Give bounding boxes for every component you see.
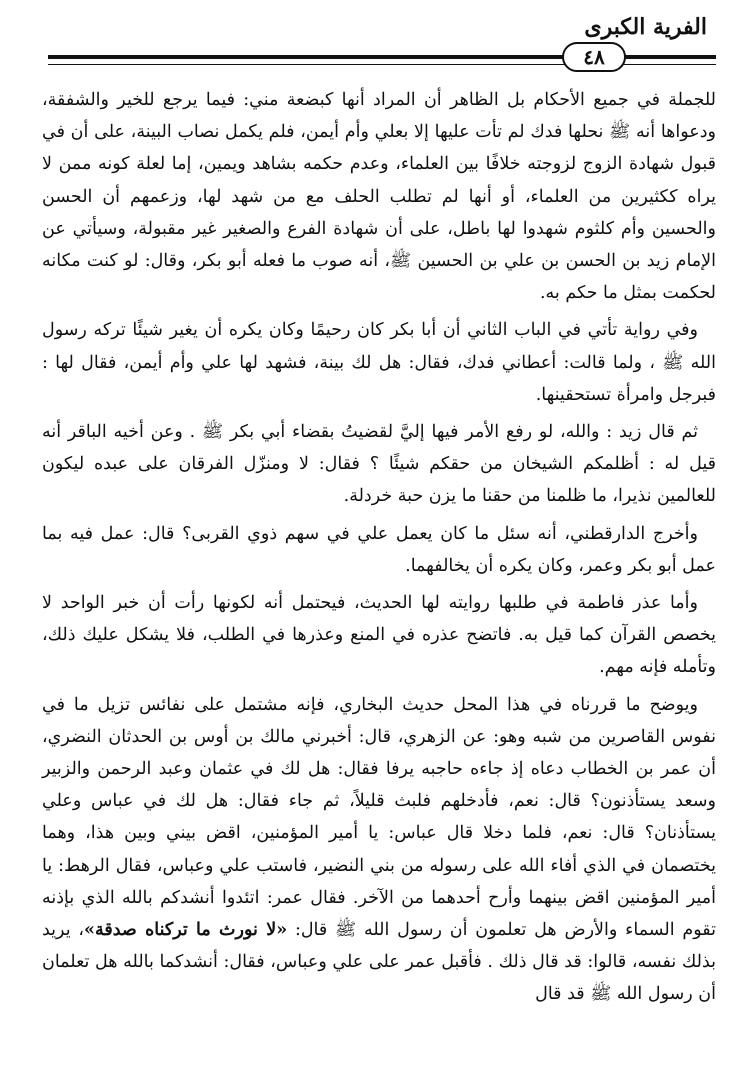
paragraph: ثم قال زيد : والله، لو رفع الأمر فيها إليَّ لقضيتُ بقضاء أبي بكر ﷺ . وعن أخيه الباقر أنه قيل له : أظلمكم الشيخان من حقكم شيئًا ؟ فقال: لا ومنزّل الفرقان على عبده ليكون للعالمين نذيرا، ما ظلمنا من حقنا ما يزن حبة خردلة. [42, 422, 716, 507]
paragraph: وأما عذر فاطمة في طلبها روايته لها الحديث، فيحتمل أنه لكونها رأت أن خبر الواحد لا يخصص القرآن كما قيل به. فاتضح عذره في المنع وعذرها في الطلب، فلا يشكل عليك ذلك، وتأمله فإنه مهم. [42, 593, 716, 678]
page-number-badge: ٤٨ [562, 42, 626, 72]
paragraph [42, 689, 716, 1011]
paragraph: وفي رواية تأتي في الباب الثاني أن أبا بكر كان رحيمًا وكان يكره أن يغير شيئًا تركه رسول الله ﷺ ، ولما قالت: أعطاني فدك، فقال: هل لك بينة، فشهد لها علي وأم أيمن، فقال لها : فبرجل وامرأة تستحقينها. [42, 320, 716, 405]
hadith-quote: «لا نورث ما تركناه صدقة» [84, 920, 288, 941]
paragraph-text: ، يريد بذلك نفسه، قالوا: قد قال ذلك . فأقبل عمر على علي وعباس، فقال: أنشدكما بالله هل تعلمان أن رسول الله ﷺ قد قال [42, 920, 716, 1005]
page-body-text [42, 84, 716, 1011]
paragraph: للجملة في جميع الأحكام بل الظاهر أن المراد أنها كبضعة مني: فيما يرجع للخير والشفقة، ودعواها أنه ﷺ نحلها فدك لم تأت عليها إلا بعلي وأم أيمن، فلم يكمل نصاب البينة، على أن في قبول شهادة الزوج لزوجته خلافًا بين العلماء، وعدم حكمه بشاهد ويمين، إما لعلة كونه ممن لا يراه ككثيرين من العلماء، أو أنها لم تطلب الحلف مع من شهد لها، وزعمهم أن الحسن والحسين وأم كلثوم شهدوا لها باطل، على أن شهادة الفرع والصغير غير مقبولة، وسيأتي عن الإمام زيد بن الحسن بن علي بن الحسين ﷺ، أنه صوب ما فعله أبو بكر، وقال: لو كنت مكانه لحكمت بمثل ما حكم به. [42, 90, 716, 304]
book-title: الفرية الكبرى [584, 14, 707, 40]
paragraph-text: ويوضح ما قررناه في هذا المحل حديث البخاري، فإنه مشتمل على نفائس تزيل ما في نفوس القاصرين من شبه وهو: عن الزهري، قال: أخبرني مالك بن أوس بن الحدثان النضري، أن عمر بن الخطاب دعاه إذ جاءه حاجبه يرفا فقال: هل لك في عثمان وعبد الرحمن والزبير وسعد يستأذنون؟ قال: نعم، فأدخلهم فلبث قليلاً، ثم جاء فقال: هل لك في عباس وعلي يستأذنان؟ قال: نعم، فلما دخلا قال عباس: يا أمير المؤمنين، اقض بيني وبين هذا، وهما يختصمان في الذي أفاء الله على رسوله من بني النضير، فاستب علي وعباس، فقال الرهط: يا أمير المؤمنين اقض بينهما وأرح أحدهما من الآخر. فقال عمر: اتئدوا أنشدكم بالله الذي بإذنه تقوم السماء والأرض هل تعلمون أن رسول الله ﷺ قال: [42, 694, 717, 941]
paragraph: وأخرج الدارقطني، أنه سئل ما كان يعمل علي في سهم ذوي القربى؟ قال: عمل فيه بما عمل أبو بكر وعمر، وكان يكره أن يخالفهما. [42, 523, 716, 576]
